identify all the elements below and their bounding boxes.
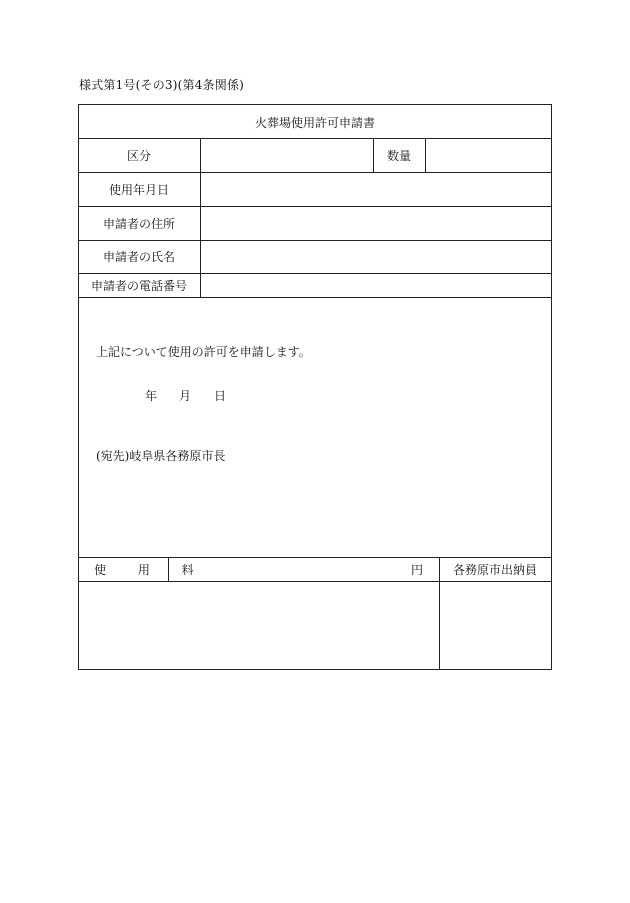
addressee-label: (宛先)岐阜県各務原市長	[96, 449, 226, 463]
rule-fee	[79, 581, 551, 582]
form-number-label: 様式第1号(その3)(第4条関係)	[79, 78, 245, 92]
rule-address	[79, 240, 551, 241]
date-year-label: 年	[145, 389, 158, 403]
quantity-label: 数量	[386, 149, 412, 163]
form-title: 火葬場使用許可申請書	[254, 116, 376, 130]
usage-date-label: 使用年月日	[108, 183, 170, 197]
application-statement: 上記について使用の許可を申請します。	[96, 345, 311, 359]
yen-unit-label: 円	[411, 563, 424, 577]
column-divider-labels	[200, 138, 201, 297]
rule-date	[79, 206, 551, 207]
applicant-name-label: 申請者の氏名	[102, 250, 176, 264]
date-day-label: 日	[214, 389, 227, 403]
date-month-label: 月	[179, 389, 192, 403]
rule-phone	[79, 297, 551, 298]
rule-category	[79, 172, 551, 173]
application-form	[78, 104, 552, 670]
rule-title	[79, 138, 551, 139]
rule-name	[79, 273, 551, 274]
applicant-address-label: 申請者の住所	[102, 217, 176, 231]
column-divider-quantity-left	[373, 138, 374, 172]
usage-fee-label: 使 用 料	[94, 563, 208, 577]
column-divider-cashier	[439, 557, 440, 669]
cashier-label: 各務原市出納員	[452, 563, 538, 577]
applicant-phone-label: 申請者の電話番号	[90, 279, 188, 293]
rule-body	[79, 557, 551, 558]
cashier-stamp-area[interactable]	[441, 583, 549, 667]
category-label: 区分	[126, 149, 152, 163]
column-divider-quantity-right	[425, 138, 426, 172]
